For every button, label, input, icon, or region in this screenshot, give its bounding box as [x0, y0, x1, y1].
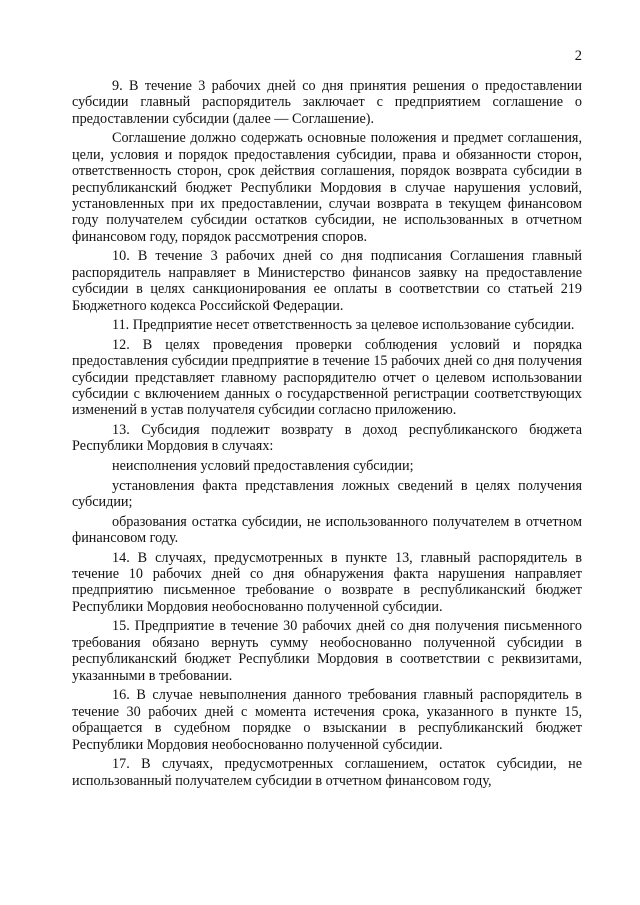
document-body: [72, 78, 582, 792]
paragraph-17: 17. В случаях, предусмотренных соглашением, остаток субсидии, не использованный получателем субсидии в отчетном финансовом году,: [72, 756, 582, 789]
paragraph-13: 13. Субсидия подлежит возврату в доход республиканского бюджета Республики Мордовия в случаях:: [72, 422, 582, 455]
paragraph-16: 16. В случае невыполнения данного требования главный распорядитель в течение 30 рабочих дней с момента истечения срока, указанного в пункте 15, обращается в судебном порядке о взыскании в республиканский бюджет Республики Мордовия необоснованно полученной субсидии.: [72, 687, 582, 753]
page-number: 2: [574, 48, 582, 64]
paragraph-9: 9. В течение 3 рабочих дней со дня принятия решения о предоставлении субсидии главный распорядитель заключает с предприятием соглашение о предоставлении субсидии (далее — Соглашение).: [72, 78, 582, 127]
paragraph-10: 10. В течение 3 рабочих дней со дня подписания Соглашения главный распорядитель направляет в Министерство финансов заявку на предоставление субсидии в целях санкционирования ее оплаты в соответствии со статьей 219 Бюджетного кодекса Российской Федерации.: [72, 248, 582, 314]
paragraph-agreement-contents: Соглашение должно содержать основные положения и предмет соглашения, цели, условия и порядок предоставления субсидии, права и обязанности сторон, ответственность сторон, срок действия соглашения, порядок возврата субсидии в республиканский бюджет Республики Мордовия в случае нарушения условий, установленных при их предоставлении, случаи возврата в текущем финансовом году получателем субсидии остатков субсидии, не использованных в отчетном финансовом году, порядок рассмотрения споров.: [72, 130, 582, 245]
paragraph-12: 12. В целях проведения проверки соблюдения условий и порядка предоставления субсидии предприятие в течение 15 рабочих дней со дня получения субсидии представляет главному распорядителю отчет о целевом использовании субсидии с включением данных о государственной регистрации соответствующих изменений в устав получателя субсидии согласно приложению.: [72, 336, 582, 419]
list-item-false-information: установления факта представления ложных сведений в целях получения субсидии;: [72, 477, 582, 511]
list-item-non-fulfillment: неисполнения условий предоставления субсидии;: [112, 458, 414, 475]
paragraph-14: 14. В случаях, предусмотренных в пункте 13, главный распорядитель в течение 10 рабочих дней со дня обнаружения факта нарушения направляет предприятию письменное требование о возврате в республиканский бюджет Республики Мордовия необоснованно полученной субсидии.: [72, 549, 582, 615]
paragraph-15: 15. Предприятие в течение 30 рабочих дней со дня получения письменного требования обязано вернуть сумму необоснованно полученной субсидии в республиканский бюджет Республики Мордовия в соответствии с реквизитами, указанными в требовании.: [72, 618, 582, 684]
list-item-unused-balance: образования остатка субсидии, не использованного получателем в отчетном финансовом году.: [72, 513, 582, 547]
paragraph-11: 11. Предприятие несет ответственность за целевое использование субсидии.: [112, 317, 575, 334]
